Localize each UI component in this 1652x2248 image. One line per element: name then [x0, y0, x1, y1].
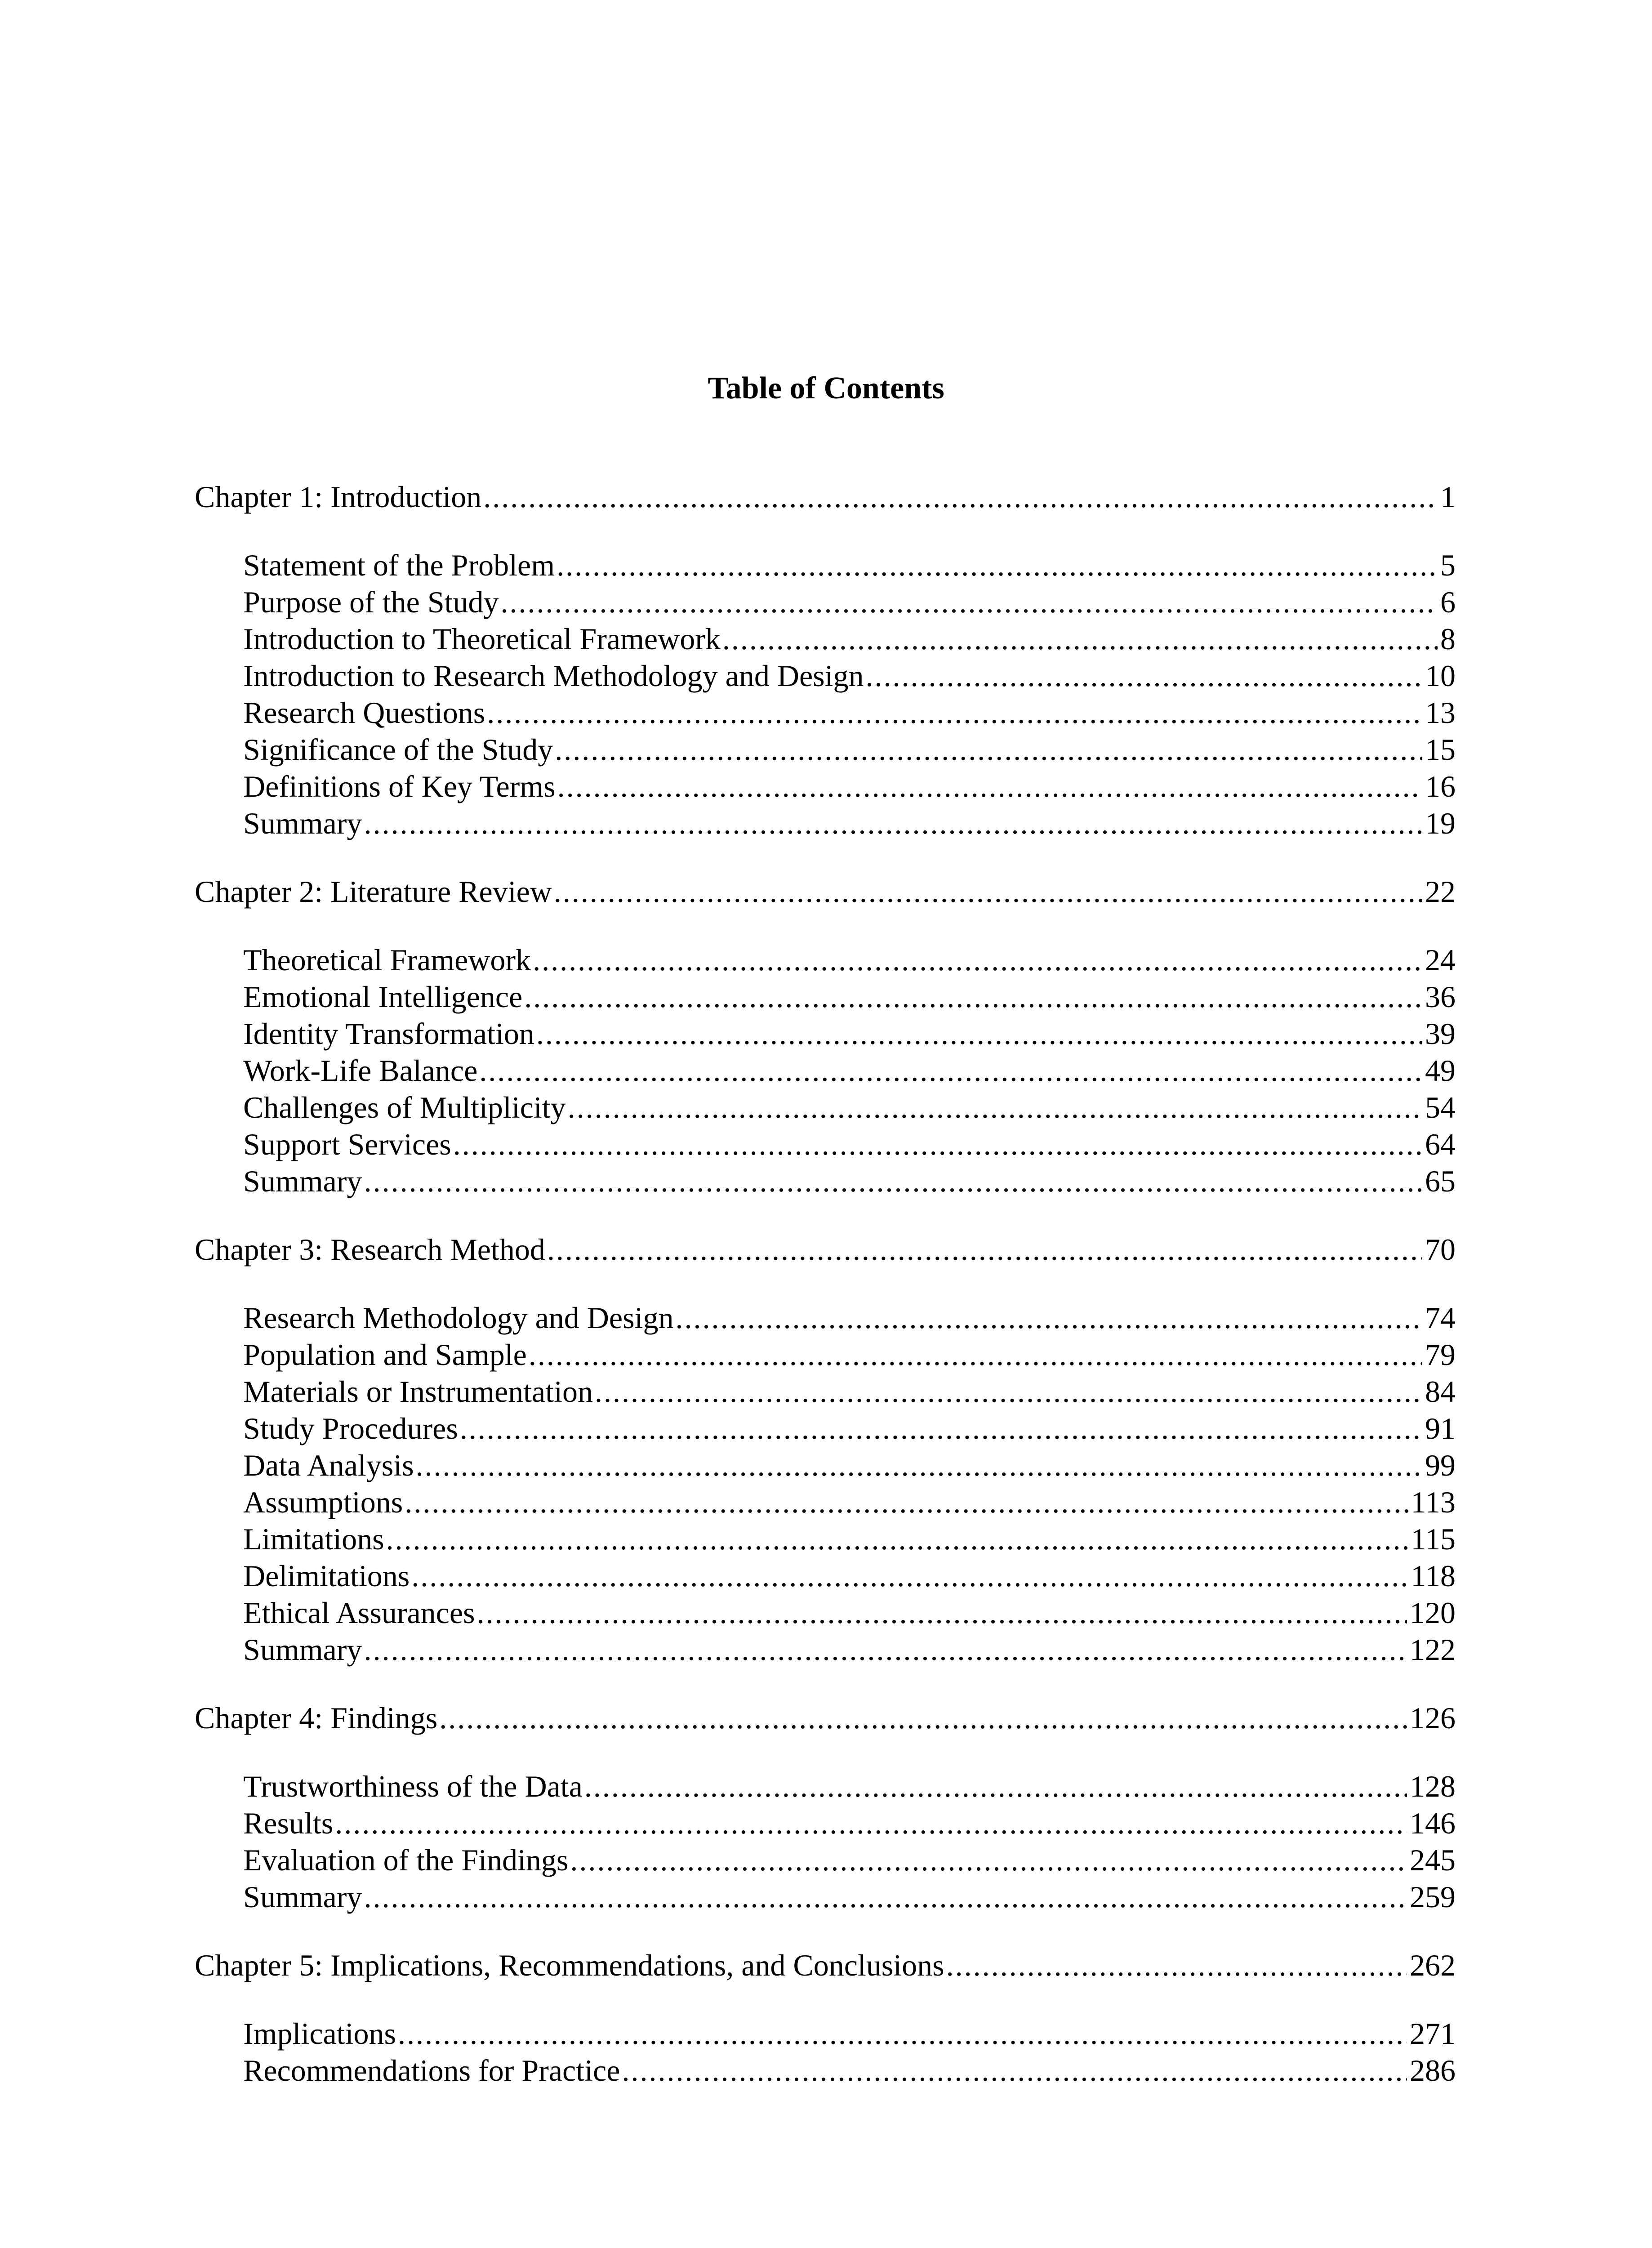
- toc-page-number: 146: [1410, 1806, 1456, 1840]
- toc-section-entry: [243, 1766, 1456, 1806]
- toc-entry-label: Materials or Instrumentation: [243, 1374, 593, 1409]
- toc-chapter-entry: [195, 871, 1456, 912]
- toc-page-number: 24: [1425, 943, 1456, 977]
- toc-page-number: 64: [1425, 1127, 1456, 1161]
- toc-entry-label: Ethical Assurances: [243, 1596, 475, 1630]
- toc-section-entry: [243, 1592, 1456, 1633]
- toc-entry-label: Introduction to Theoretical Framework: [243, 622, 721, 656]
- dot-leader: [364, 1629, 1407, 1670]
- dot-leader: [483, 477, 1438, 517]
- toc-entry-label: Summary: [243, 1164, 362, 1198]
- toc-chapter-entry: [195, 477, 1456, 517]
- toc-page-number: 22: [1425, 874, 1456, 909]
- toc-page-number: 49: [1425, 1053, 1456, 1088]
- dot-leader: [536, 1013, 1422, 1054]
- toc-entry-label: Chapter 1: Introduction: [195, 480, 482, 514]
- toc-chapter-entry: [195, 1229, 1456, 1270]
- toc-page-number: 118: [1411, 1559, 1456, 1593]
- toc-entry-label: Challenges of Multiplicity: [243, 1090, 566, 1124]
- dot-leader: [335, 1803, 1407, 1843]
- toc-entry-label: Significance of the Study: [243, 732, 553, 767]
- toc-entry-label: Support Services: [243, 1127, 451, 1161]
- toc-section-entry: [243, 729, 1456, 770]
- dot-leader: [568, 1087, 1422, 1128]
- toc-page-number: 126: [1410, 1701, 1456, 1735]
- toc-entry-label: Trustworthiness of the Data: [243, 1769, 583, 1803]
- toc-section-entry: [243, 1050, 1456, 1091]
- toc-entry-label: Summary: [243, 806, 362, 840]
- toc-entry-label: Chapter 5: Implications, Recommendations, and Conclusions: [195, 1948, 944, 1982]
- toc-section-entry: [243, 656, 1456, 696]
- toc-page-number: 6: [1440, 585, 1456, 619]
- dot-leader: [675, 1298, 1422, 1338]
- toc-page-number: 19: [1425, 806, 1456, 840]
- toc-section-entry: [243, 1334, 1456, 1375]
- toc-page-number: 54: [1425, 1090, 1456, 1124]
- toc-entry-label: Identity Transformation: [243, 1017, 534, 1051]
- dot-leader: [386, 1519, 1408, 1559]
- toc-chapter-entry: [195, 1698, 1456, 1738]
- toc-section-entry: [243, 803, 1456, 843]
- toc-entry-label: Theoretical Framework: [243, 943, 531, 977]
- dot-leader: [501, 582, 1438, 622]
- dot-leader: [460, 1408, 1422, 1449]
- dot-leader: [405, 1482, 1408, 1522]
- toc-section-entry: [243, 940, 1456, 980]
- toc-entry-label: Work-Life Balance: [243, 1053, 478, 1088]
- toc-section-entry: [243, 1556, 1456, 1596]
- dot-leader: [453, 1124, 1422, 1164]
- dot-leader: [479, 1050, 1422, 1091]
- dot-leader: [722, 619, 1438, 659]
- toc-page-number: 65: [1425, 1164, 1456, 1198]
- toc-entry-label: Delimitations: [243, 1559, 410, 1593]
- toc-entry-label: Introduction to Research Methodology and Design: [243, 659, 864, 693]
- toc-page-number: 91: [1425, 1411, 1456, 1445]
- dot-leader: [557, 545, 1438, 585]
- toc-entry-label: Study Procedures: [243, 1411, 458, 1445]
- toc-section-entry: [243, 545, 1456, 585]
- dot-leader: [364, 1877, 1407, 1917]
- dot-leader: [529, 1334, 1422, 1375]
- dot-leader: [487, 692, 1422, 733]
- toc-entry-label: Chapter 4: Findings: [195, 1701, 438, 1735]
- toc-section-entry: [243, 1519, 1456, 1559]
- toc-section-entry: [243, 977, 1456, 1017]
- toc-page-number: 128: [1410, 1769, 1456, 1803]
- toc-section-entry: [243, 1087, 1456, 1128]
- dot-leader: [416, 1445, 1422, 1485]
- toc-entry-label: Emotional Intelligence: [243, 980, 523, 1014]
- toc-page-number: 10: [1425, 659, 1456, 693]
- toc-section-entry: [243, 766, 1456, 807]
- dot-leader: [524, 977, 1422, 1017]
- toc-page-number: 122: [1410, 1632, 1456, 1667]
- toc-page-number: 115: [1411, 1522, 1456, 1556]
- toc-section-entry: [243, 1408, 1456, 1449]
- toc-entry-label: Research Questions: [243, 696, 485, 730]
- toc-page-number: 271: [1410, 2016, 1456, 2051]
- toc-page-number: 84: [1425, 1374, 1456, 1409]
- toc-section-entry: [243, 1877, 1456, 1917]
- toc-section-entry: [243, 692, 1456, 733]
- toc-entry-label: Chapter 3: Research Method: [195, 1232, 545, 1267]
- toc-entry-label: Chapter 2: Literature Review: [195, 874, 552, 909]
- dot-leader: [364, 1161, 1422, 1201]
- toc-page-number: 262: [1410, 1948, 1456, 1982]
- toc-entry-label: Definitions of Key Terms: [243, 769, 556, 803]
- toc-section-entry: [243, 1161, 1456, 1201]
- toc-entry-label: Summary: [243, 1632, 362, 1667]
- toc-chapter-entry: [195, 1945, 1456, 1985]
- toc-page-number: 245: [1410, 1843, 1456, 1877]
- dot-leader: [554, 871, 1422, 912]
- dot-leader: [398, 2013, 1407, 2054]
- toc-section-entry: [243, 1482, 1456, 1522]
- toc-entry-label: Research Methodology and Design: [243, 1301, 674, 1335]
- dot-leader: [555, 729, 1422, 770]
- toc-section-entry: [243, 1445, 1456, 1485]
- dot-leader: [622, 2050, 1407, 2091]
- dot-leader: [547, 1229, 1422, 1270]
- toc-section-entry: [243, 582, 1456, 622]
- toc-section-entry: [243, 1371, 1456, 1412]
- toc-entry-label: Results: [243, 1806, 334, 1840]
- dot-leader: [477, 1592, 1407, 1633]
- toc-page-number: 99: [1425, 1448, 1456, 1482]
- toc-entry-label: Purpose of the Study: [243, 585, 499, 619]
- toc-page-number: 8: [1440, 622, 1456, 656]
- dot-leader: [946, 1945, 1407, 1985]
- toc-section-entry: [243, 2050, 1456, 2091]
- toc-entry-label: Evaluation of the Findings: [243, 1843, 569, 1877]
- toc-section-entry: [243, 1013, 1456, 1054]
- toc-section-entry: [243, 2013, 1456, 2054]
- toc-entry-label: Population and Sample: [243, 1338, 527, 1372]
- toc-page-number: 259: [1410, 1880, 1456, 1914]
- toc-page-number: 16: [1425, 769, 1456, 803]
- dot-leader: [584, 1766, 1407, 1806]
- toc-page-number: 79: [1425, 1338, 1456, 1372]
- dot-leader: [595, 1371, 1422, 1412]
- toc-entry-label: Data Analysis: [243, 1448, 414, 1482]
- toc-section-entry: [243, 1298, 1456, 1338]
- page-title: Table of Contents: [708, 371, 944, 406]
- toc-entry-label: Recommendations for Practice: [243, 2053, 620, 2087]
- toc-page-number: 5: [1440, 548, 1456, 582]
- dot-leader: [364, 803, 1422, 843]
- toc-page-number: 15: [1425, 732, 1456, 767]
- dot-leader: [411, 1556, 1408, 1596]
- toc-page-number: 286: [1410, 2053, 1456, 2087]
- toc-section-entry: [243, 1124, 1456, 1164]
- dot-leader: [533, 940, 1422, 980]
- toc-section-entry: [243, 619, 1456, 659]
- toc-page-number: 120: [1410, 1596, 1456, 1630]
- toc-page-number: 36: [1425, 980, 1456, 1014]
- toc-section-entry: [243, 1803, 1456, 1843]
- toc-entry-label: Summary: [243, 1880, 362, 1914]
- toc-page-number: 13: [1425, 696, 1456, 730]
- toc-page-number: 39: [1425, 1017, 1456, 1051]
- toc-section-entry: [243, 1629, 1456, 1670]
- toc-entry-label: Assumptions: [243, 1485, 403, 1519]
- toc-page-number: 74: [1425, 1301, 1456, 1335]
- dot-leader: [557, 766, 1422, 807]
- dot-leader: [866, 656, 1423, 696]
- toc-page-number: 1: [1440, 480, 1456, 514]
- toc-page-number: 113: [1411, 1485, 1456, 1519]
- dot-leader: [439, 1698, 1407, 1738]
- toc-entry-label: Statement of the Problem: [243, 548, 555, 582]
- toc-entry-label: Limitations: [243, 1522, 384, 1556]
- toc-section-entry: [243, 1840, 1456, 1880]
- toc-entry-label: Implications: [243, 2016, 396, 2051]
- dot-leader: [570, 1840, 1407, 1880]
- toc-page-number: 70: [1425, 1232, 1456, 1267]
